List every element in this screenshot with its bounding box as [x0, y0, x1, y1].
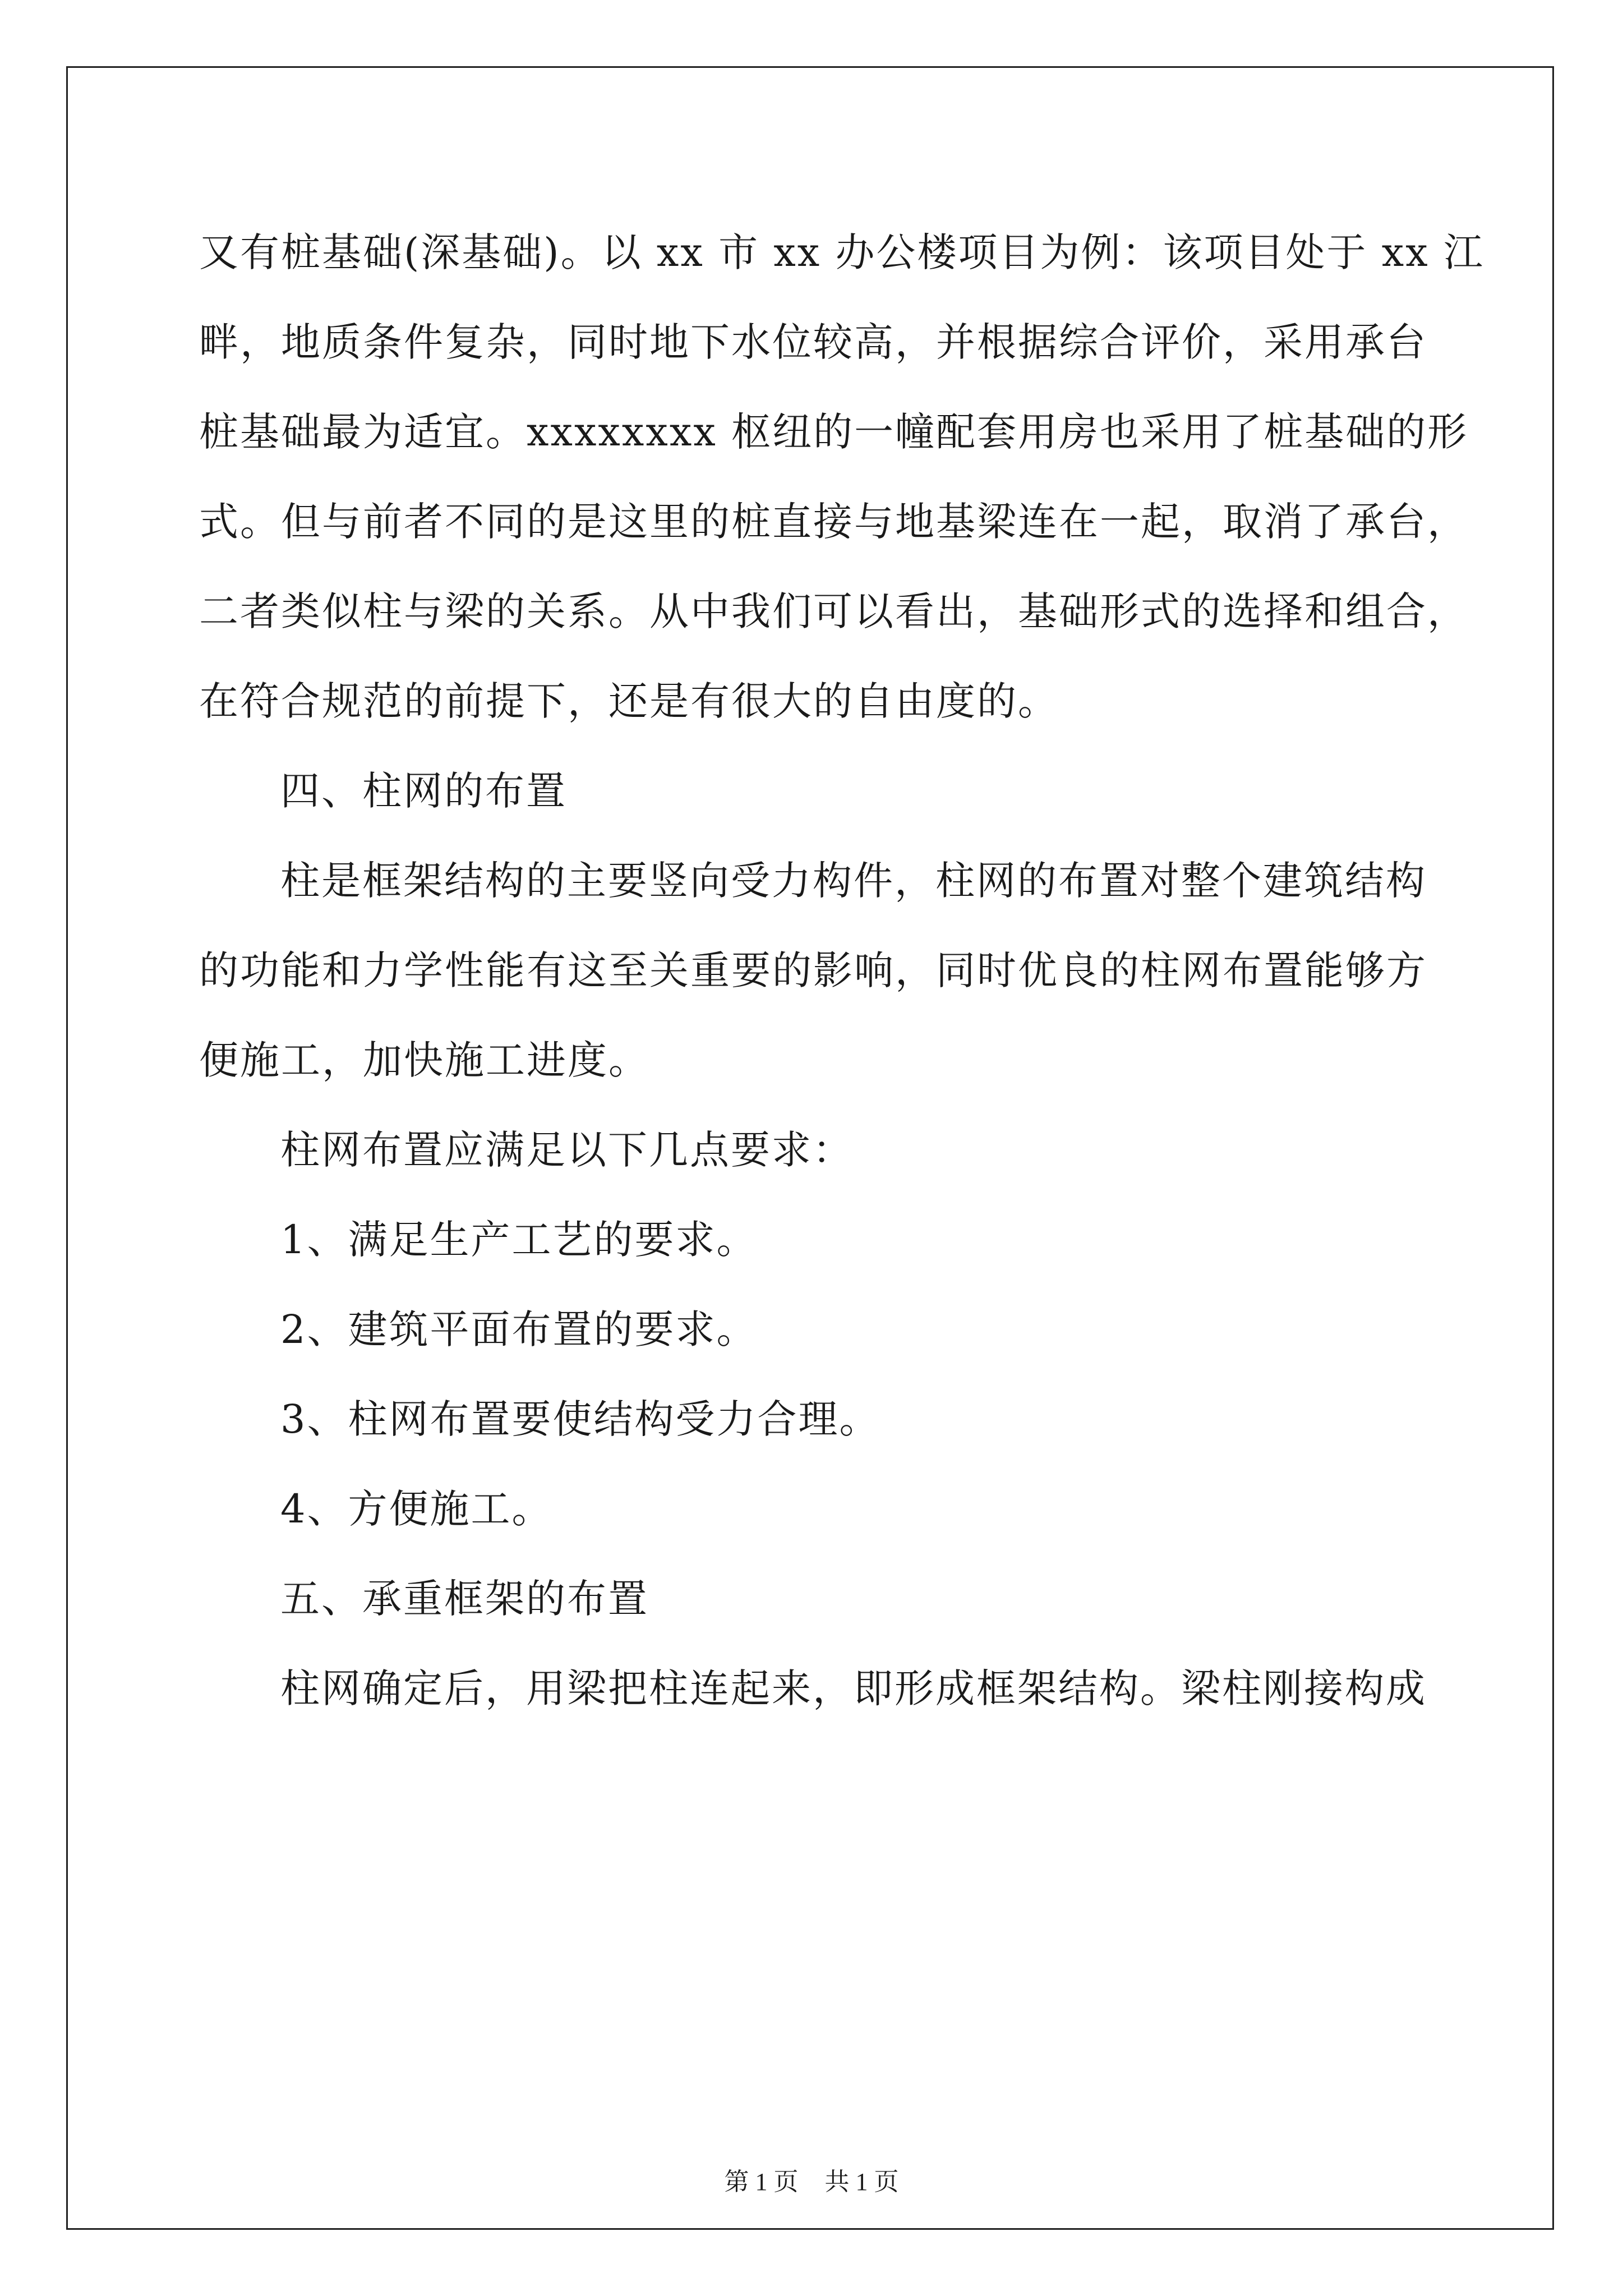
body-line: 柱网布置应满足以下几点要求： — [280, 1127, 854, 1173]
section-heading: 五、承重框架的布置 — [280, 1576, 649, 1622]
body-line: 又有桩基础(深基础)。以 xx 市 xx 办公楼项目为例：该项目处于 xx 江 — [199, 229, 1484, 275]
body-line: 便施工，加快施工进度。 — [199, 1037, 649, 1083]
body-line: 二者类似柱与梁的关系。从中我们可以看出，基础形式的选择和组合， — [199, 588, 1468, 634]
list-item: 1、满足生产工艺的要求。 — [280, 1217, 758, 1263]
list-item: 4、方便施工。 — [280, 1486, 553, 1532]
body-line: 的功能和力学性能有这至关重要的影响，同时优良的柱网布置能够方 — [199, 947, 1427, 993]
section-heading: 四、柱网的布置 — [280, 768, 567, 814]
body-line: 在符合规范的前提下，还是有很大的自由度的。 — [199, 678, 1059, 724]
list-item: 3、柱网布置要使结构受力合理。 — [280, 1396, 880, 1442]
page-number: 第 1 页 — [724, 2168, 799, 2196]
page-total: 共 1 页 — [824, 2168, 899, 2196]
page-footer — [0, 2165, 1623, 2199]
body-line: 式。但与前者不同的是这里的桩直接与地基梁连在一起，取消了承台， — [199, 499, 1468, 545]
body-line: 桩基础最为适宜。xxxxxxxx 枢纽的一幢配套用房也采用了桩基础的形 — [199, 409, 1469, 455]
list-item: 2、建筑平面布置的要求。 — [280, 1306, 758, 1352]
body-line: 畔，地质条件复杂，同时地下水位较高，并根据综合评价，采用承台 — [199, 319, 1427, 365]
body-line: 柱是框架结构的主要竖向受力构件，柱网的布置对整个建筑结构 — [280, 858, 1427, 904]
body-line: 柱网确定后，用梁把柱连起来，即形成框架结构。梁柱刚接构成 — [280, 1665, 1427, 1711]
